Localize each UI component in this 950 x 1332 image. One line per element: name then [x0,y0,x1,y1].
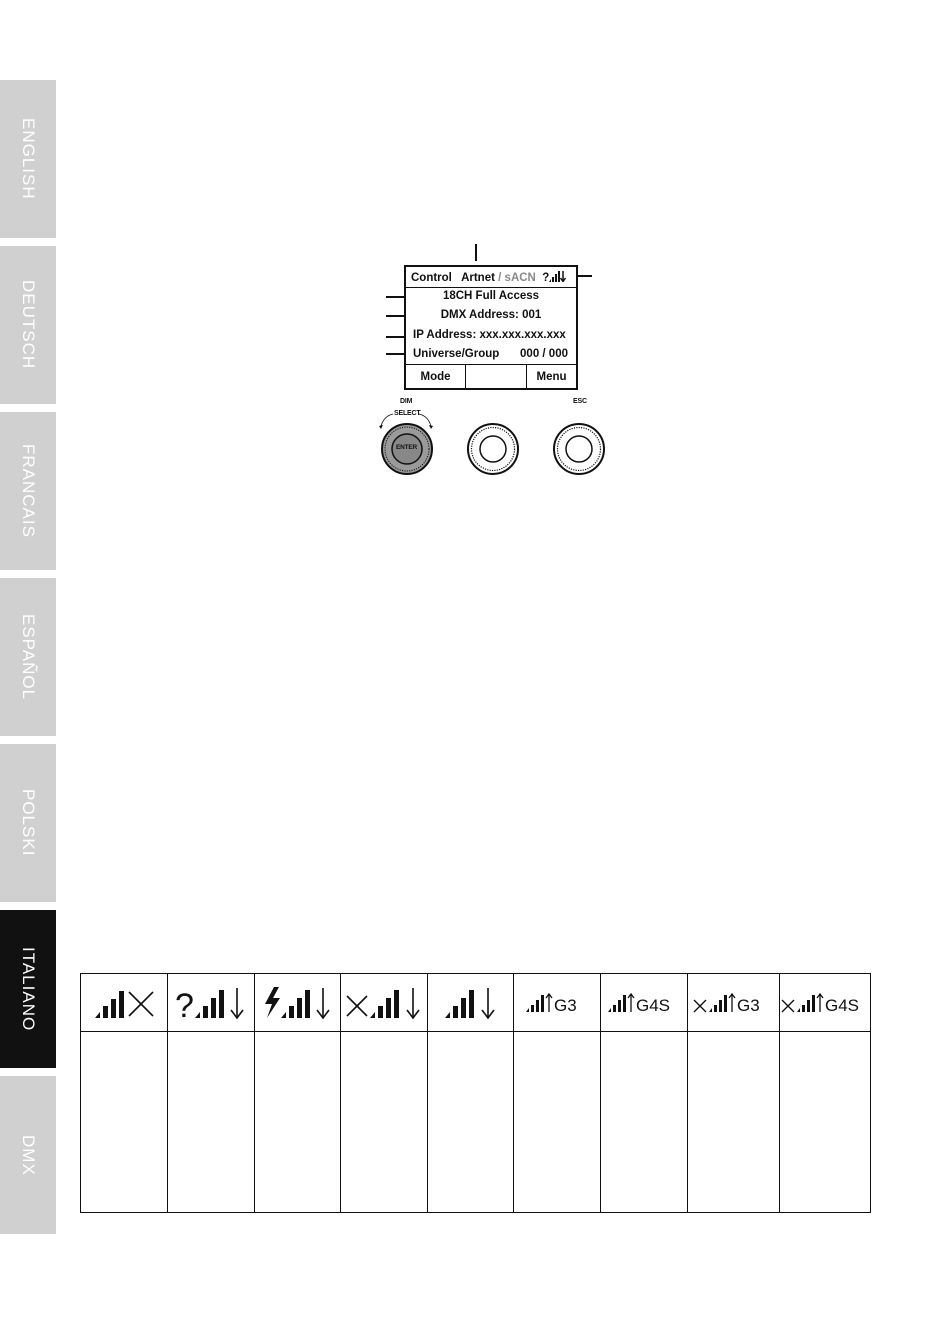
x-signal-down-icon [344,984,424,1022]
table-column [341,974,428,1212]
softkey-bar [406,364,576,388]
center-knob[interactable] [466,422,520,476]
status-icon-table [80,973,871,1213]
x-signal-up-g3-icon [692,990,774,1016]
x-signal-up-g4s-icon [780,990,870,1016]
lightning-signal-down-icon [261,984,333,1022]
g4s-label: G4S [825,995,860,1015]
side-tab-dmx[interactable] [0,1076,56,1234]
enter-label: ENTER [396,444,418,451]
table-header-cell [601,974,687,1032]
signal-down-icon [549,271,567,282]
side-tab-label: FRANCAIS [19,444,38,538]
side-tab-italiano[interactable] [0,910,56,1068]
universe-value: 000 / 000 [520,348,568,360]
table-header-cell [780,974,870,1032]
ip-address-line: IP Address: xxx.xxx.xxx.xxx [413,329,566,341]
callout-line [386,336,404,338]
blank-softkey[interactable] [466,365,527,388]
side-tab-espanol[interactable] [0,578,56,736]
table-header-cell [341,974,427,1032]
signal-up-g3-icon [524,990,590,1016]
table-body-cell [688,1032,779,1212]
esc-label: ESC [573,398,587,405]
esc-knob[interactable] [552,422,606,476]
lcd-divider [406,287,576,288]
side-tab-label: ITALIANO [19,946,38,1032]
table-header-cell [168,974,253,1032]
menu-softkey[interactable]: Menu [536,370,567,383]
table-body-cell [81,1032,167,1212]
table-column [780,974,870,1212]
table-column [514,974,600,1212]
control-label: Control [411,272,452,284]
table-body-cell [780,1032,870,1212]
mode-line: 18CH Full Access [442,290,540,302]
table-body-cell [168,1032,253,1212]
universe-line [413,348,568,360]
table-body-cell [428,1032,513,1212]
signal-up-g4s-icon [606,990,682,1016]
lcd-display [404,265,578,390]
side-tab-label: ENGLISH [19,118,38,200]
side-tab-label: ESPAÑOL [19,613,38,701]
side-tab-deutsch[interactable] [0,246,56,404]
universe-label: Universe/Group [413,348,500,360]
side-tab-label: POLSKI [19,789,38,857]
signal-down-icon [441,984,501,1022]
table-body-cell [341,1032,427,1212]
table-column [168,974,254,1212]
table-column [255,974,341,1212]
g4s-label: G4S [635,995,670,1015]
select-label: SELECT [394,410,421,417]
protocol-inactive: sACN [504,272,536,284]
lcd-status-row [411,271,576,284]
table-body-cell [255,1032,340,1212]
table-header-cell [514,974,599,1032]
table-header-cell [81,974,167,1032]
side-tab-english[interactable] [0,80,56,238]
table-column [428,974,514,1212]
callout-line [475,244,477,261]
question-signal-down-icon [175,984,247,1022]
table-body-cell [601,1032,687,1212]
callout-line [386,353,404,355]
dmx-address-line: DMX Address: 001 [440,309,542,321]
side-tab-polski[interactable] [0,744,56,902]
table-header-cell [428,974,513,1032]
mode-softkey[interactable]: Mode [406,365,466,388]
table-header-cell [255,974,340,1032]
side-tab-label: DMX [19,1134,38,1176]
g3-label: G3 [553,995,577,1015]
table-column [601,974,688,1212]
status-question-glyph: ? [174,986,194,1022]
callout-line [578,275,592,277]
signal-x-icon [92,986,156,1020]
table-header-cell [688,974,779,1032]
table-body-cell [514,1032,599,1212]
side-tab-francais[interactable] [0,412,56,570]
table-column [688,974,780,1212]
dim-label: DIM [400,398,413,405]
g3-label: G3 [737,995,761,1015]
protocol-active: Artnet [461,272,495,284]
side-tab-label: DEUTSCH [19,280,38,370]
table-column [81,974,168,1212]
protocol-separator: / [498,272,502,284]
status-question: ? [542,272,550,284]
